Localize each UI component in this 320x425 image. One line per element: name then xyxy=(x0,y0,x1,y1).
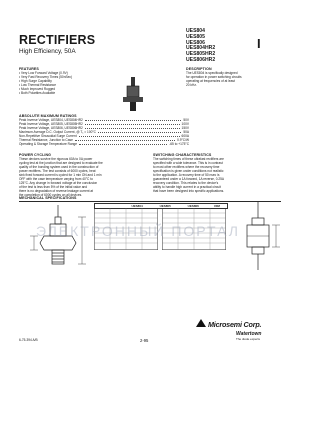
power-cycling-line: power rectifiers. The test consists of 6000 cycles, heat xyxy=(19,169,96,173)
feature-item: • Much Improved Rugged xyxy=(19,87,56,91)
power-cycling-line: 125°C. Any change in forward voltage at the conclusion xyxy=(19,181,98,185)
diode-image xyxy=(121,77,145,111)
page-title: RECTIFIERS xyxy=(19,33,96,47)
power-cycling-line: of the test is less than 5% of the initial value and xyxy=(19,185,88,189)
rating-value: -65 to +175°C xyxy=(169,142,189,146)
feature-item: • Very Fast Recovery Times (50nSec) xyxy=(19,75,73,79)
feature-item: • High Surge Capability xyxy=(19,79,52,83)
power-cycling-line: cycling test at the junction that are designed to evaluate the xyxy=(19,161,103,165)
switching-section xyxy=(153,153,283,193)
rating-label: Maximum Average D.C. Output Current, @ T₁ = 100°C xyxy=(19,130,96,134)
rating-value: 50V xyxy=(183,118,189,122)
switching-line: guaranteed under a 1A forward, 1A reverse, 0.25A xyxy=(153,177,225,181)
power-cycling-line: These devices survive the rigorous 60A to 0A power xyxy=(19,157,93,161)
rating-label: Operating & Storage Temperature Range xyxy=(19,142,78,146)
power-cycling-section xyxy=(19,153,141,197)
ratings-heading: ABSOLUTE MAXIMUM RATINGS xyxy=(19,114,77,118)
page-number: 2-95 xyxy=(140,338,149,343)
footer-code: 6-75-394 A/B xyxy=(19,338,38,342)
switching-line: that have been designed into specific applications. xyxy=(153,189,225,193)
rating-value: 50A xyxy=(183,130,189,134)
part-number: UES804 xyxy=(186,28,205,34)
feature-item: • Very Low Forward Voltage (0.9V) xyxy=(19,71,68,75)
description-section xyxy=(186,67,281,87)
spec-header-cell: UES804 xyxy=(131,204,143,208)
page-subtitle: High Efficiency, 50A xyxy=(19,48,76,55)
mechanical-heading: MECHANICAL SPECIFICATIONS xyxy=(19,196,77,200)
part-number-list xyxy=(186,29,215,64)
feature-item: • Low Thermal Resistance xyxy=(19,83,57,87)
brand-tagline: The diode experts xyxy=(236,337,261,341)
features-heading: FEATURES xyxy=(19,67,39,71)
rating-row xyxy=(19,142,189,146)
rating-label: Thermal Resistance, Junction to Case xyxy=(19,138,73,142)
part-number: UES806HR2 xyxy=(186,56,216,63)
section-tab: I xyxy=(257,36,261,51)
power-cycling-line: there is no degradation of reverse leakage current at xyxy=(19,189,94,193)
spec-header-cell: UES806 xyxy=(187,204,199,208)
ratings-section xyxy=(19,114,189,146)
power-cycling-line: sink fixed forward current is cycled for 1 min ON and 1 min xyxy=(19,173,102,177)
switching-line: recovery condition. This relates to the device's xyxy=(153,181,219,185)
description-line: 20 kHz. xyxy=(186,83,197,87)
switching-line: specified with a wide tolerance. This is in contrast xyxy=(153,161,223,165)
brand-logo xyxy=(196,319,206,327)
description-line: operating at frequencies of at least xyxy=(186,79,235,83)
description-line: The UES804 is specifically designed xyxy=(186,71,238,75)
rating-value: 0.9°C/W xyxy=(177,138,189,142)
spec-header-cell: UES805 xyxy=(159,204,171,208)
rating-value: 100V xyxy=(181,122,189,126)
rating-label: Peak Inverse Voltage, UES805, UES805HR2 xyxy=(19,122,83,126)
switching-line: to most other rectifiers where the recovery time xyxy=(153,165,220,169)
part-number: UES805HR2 xyxy=(186,51,216,58)
switching-line: specification is given under conditions not realistic xyxy=(153,169,224,173)
brand-name: Microsemi Corp. xyxy=(208,320,262,329)
feature-item: • Both Polarities Available xyxy=(19,91,56,95)
switching-line: to the application. A recovery time of 50 nsec is xyxy=(153,173,220,177)
description-line: for operation in power switching circuits xyxy=(186,75,242,79)
part-number: UES805 xyxy=(186,33,205,40)
switching-line: ability to handle high current in a practical circuit xyxy=(153,185,221,189)
power-cycling-line: OFF with the case temperature varying from 40°C to xyxy=(19,177,93,181)
rating-value: 150V xyxy=(181,126,189,130)
part-number: UES806 xyxy=(186,39,205,46)
watermark: ЭЛЕКТРОННЫЙ ПОРТАЛ xyxy=(36,223,240,239)
rating-label: Peak Inverse Voltage, UES806, UES806HR2 xyxy=(19,126,83,130)
spec-header-cell: DIM xyxy=(214,204,220,208)
power-cycling-line: quality of the bonding system used in the construction of xyxy=(19,165,99,169)
rating-label: Non-Repetitive Sinusoidal Surge Current xyxy=(19,134,77,138)
switching-line: The switching times of these ultrafast rectifiers are xyxy=(153,157,224,161)
rating-label: Peak Inverse Voltage, UES804, UES804HR2 xyxy=(19,118,83,122)
power-cycling-heading: POWER CYCLING xyxy=(19,153,52,157)
rating-value: 600A xyxy=(181,134,189,138)
switching-heading: SWITCHING CHARACTERISTICS xyxy=(153,153,212,157)
brand-location: Watertown xyxy=(236,331,262,337)
part-number: UES804HR2 xyxy=(186,45,216,52)
description-heading: DESCRIPTION xyxy=(186,67,212,71)
power-cycling-line: the completion of 6000 cycles on all devices. xyxy=(19,193,83,197)
